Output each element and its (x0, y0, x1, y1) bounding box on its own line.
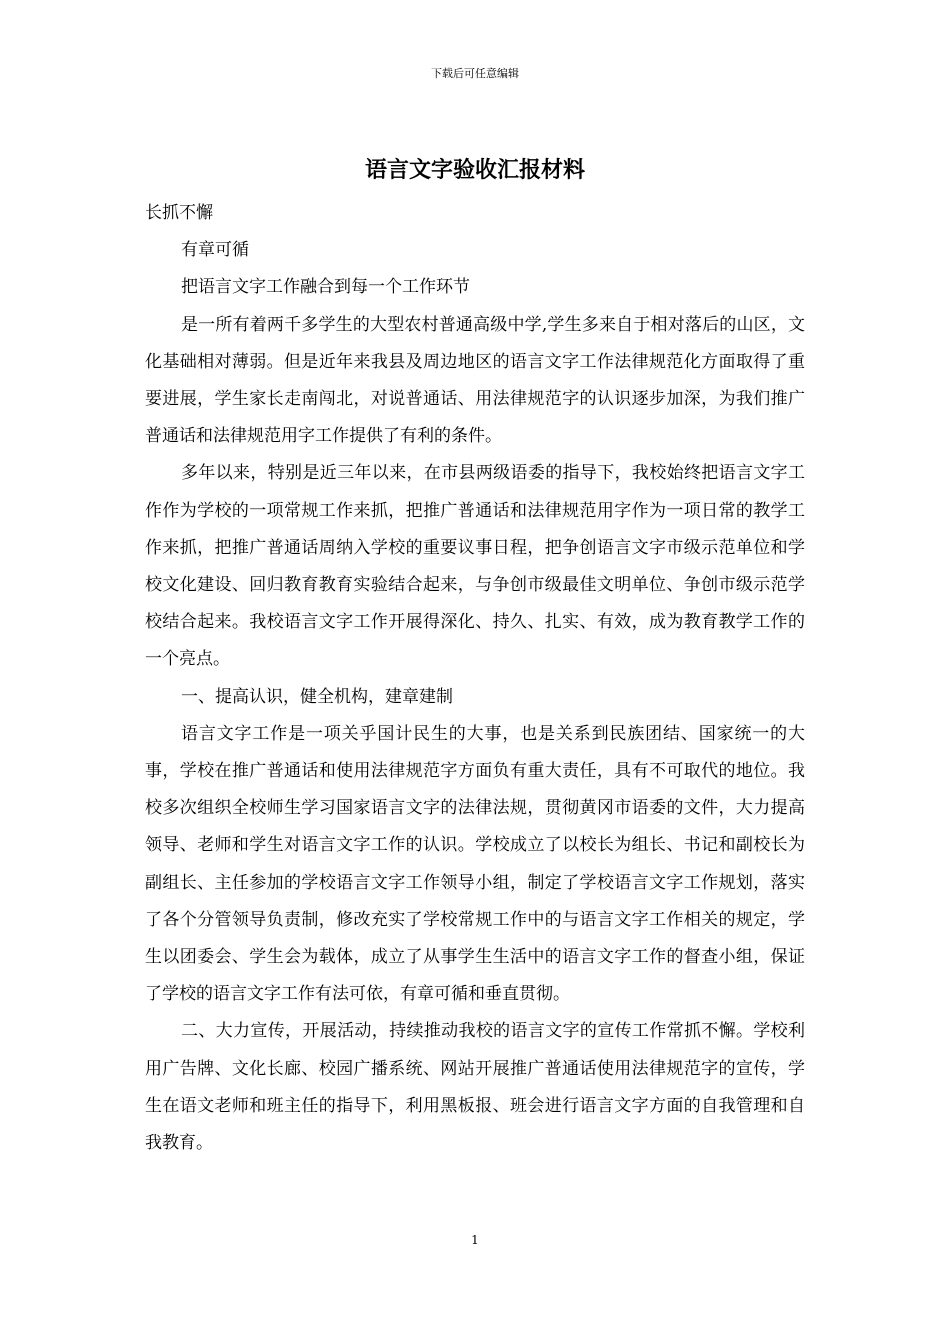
paragraph: 多年以来，特别是近三年以来，在市县两级语委的指导下，我校始终把语言文字工作作为学校的一项常规工作来抓，把推广普通话和法律规范用字作为一项日常的教学工作来抓，把推广普通话周纳入学校的重要议事日程，把争创语言文字市级示范单位和学校文化建设、回归教育教育实验结合起来，与争创市级最佳文明单位、争创市级示范学校结合起来。我校语言文字工作开展得深化、持久、扎实、有效，成为教育教学工作的一个亮点。 (145, 463, 805, 670)
paragraph: 是一所有着两千多学生的大型农村普通高级中学,学生多来自于相对落后的山区，文化基础相对薄弱。但是近年来我县及周边地区的语言文字工作法律规范化方面取得了重要进展，学生家长走南闯北，对说普通话、用法律规范字的认识逐步加深，为我们推广普通话和法律规范用字工作提供了有利的条件。 (145, 314, 805, 447)
paragraph: 长抓不懈 (145, 203, 213, 223)
document-body (145, 195, 805, 1162)
paragraph: 把语言文字工作融合到每一个工作环节 (181, 277, 470, 298)
paragraph: 二、大力宣传，开展活动，持续推动我校的语言文字的宣传工作常抓不懈。学校利用广告牌、文化长廊、校园广播系统、网站开展推广普通话使用法律规范字的宣传，学生在语文老师和班主任的指导下，利用黑板报、班会进行语言文字方面的自我管理和自我教育。 (145, 1021, 805, 1154)
paragraph: 有章可循 (181, 240, 249, 261)
page-header-note: 下载后可任意编辑 (431, 67, 519, 80)
document-title: 语言文字验收汇报材料 (364, 157, 585, 183)
page-number: 1 (471, 1233, 479, 1247)
section-heading: 一、提高认识，健全机构，建章建制 (181, 686, 453, 707)
paragraph: 语言文字工作是一项关乎国计民生的大事，也是关系到民族团结、国家统一的大事，学校在推广普通话和使用法律规范字方面负有重大责任，具有不可取代的地位。我校多次组织全校师生学习国家语言文字的法律法规，贯彻黄冈市语委的文件，大力提高领导、老师和学生对语言文字工作的认识。学校成立了以校长为组长、书记和副校长为副组长、主任参加的学校语言文字工作领导小组，制定了学校语言文字工作规划，落实了各个分管领导负责制，修改充实了学校常规工作中的与语言文字工作相关的规定，学生以团委会、学生会为载体，成立了从事学生生活中的语言文字工作的督查小组，保证了学校的语言文字工作有法可依，有章可循和垂直贯彻。 (145, 723, 805, 1005)
